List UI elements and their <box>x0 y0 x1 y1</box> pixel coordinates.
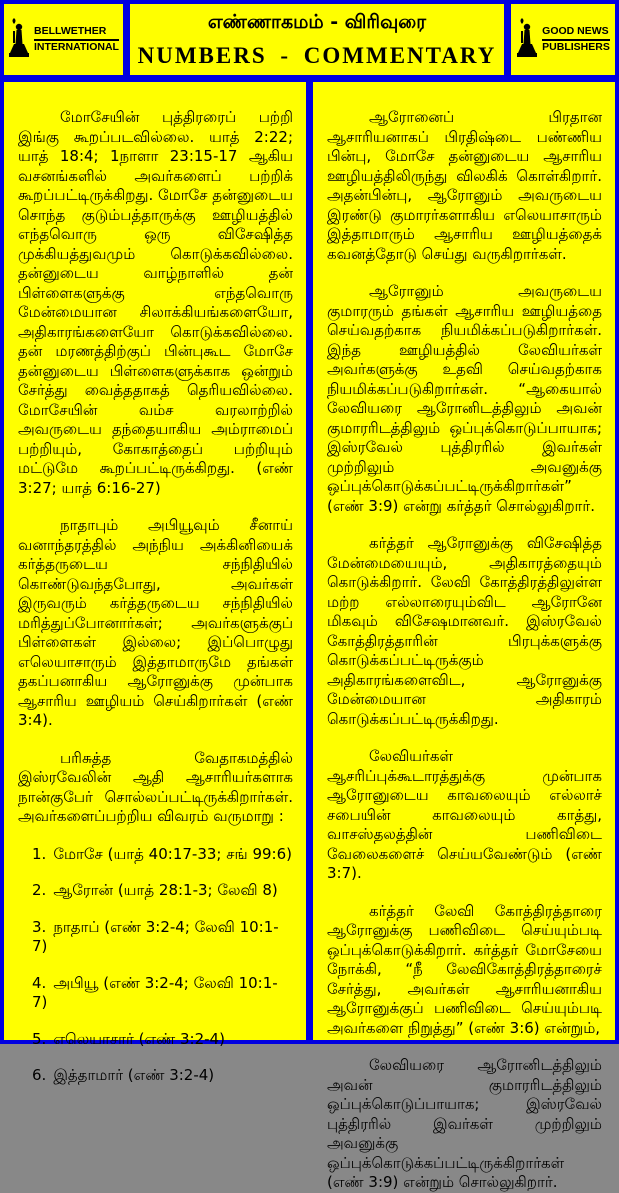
good-news-logo-text <box>542 26 610 53</box>
paragraph: ஆரோனும் அவருடைய குமாரரும் தங்கள் ஆசாரிய ஊழியத்தை செய்வதற்காக நியமிக்கப்படுகிறார்கள். இந்த ஊழியத்தில் லேவியர்கள் அவர்களுக்கு உதவி செய்வதற்காக நியமிக்கப்படுகிறார்கள். “ஆகையால் லேவியரை ஆரோனிடத்திலும் அவன் குமாரரிடத்திலும் ஒப்புக்கொடுப்பாயாக; இஸ்ரவேல் புத்திரரில் இவர்கள் முற்றிலும் அவனுக்கு ஒப்புக்கொடுக்கப்பட்டிருக்கிறார்கள்” (எண் 3:9) என்று கர்த்தர் சொல்லுகிறார். <box>327 282 602 515</box>
page-title-english: NUMBERS - COMMENTARY <box>137 42 497 68</box>
good-news-publishers-logo <box>511 4 615 75</box>
bellwether-figure-icon <box>8 18 30 62</box>
paragraph: லேவியர்கள் ஆசரிப்புக்கூடாரத்துக்கு முன்பாக ஆரோனுடைய காவலையும் எல்லாச் சபையின் காவலையும் காத்து, வாசஸ்தலத்தின் பணிவிடை வேலைகளைச் செய்யவேண்டும் (எண் 3:7). <box>327 747 602 882</box>
list-item <box>32 918 293 957</box>
paragraph: மோசேயின் புத்திரரைப் பற்றி இங்கு கூறப்படவில்லை. யாத் 2:22; யாத் 18:4; 1நாளா 23:15-17 ஆகிய வசனங்களில் அவர்களைப் பற்றிக் கூறப்பட்டிருக்கிறது. மோசே தன்னுடைய சொந்த குடும்பத்தாருக்கு ஊழியத்தில் எந்தவொரு ஒரு விசேஷித்த முக்கியத்துவமும் கொடுக்கவில்லை. தன்னுடைய வாழ்நாளில் தன் பிள்ளைகளுக்கு எந்தவொரு மேன்மையான சிலாக்கியங்களையோ, அதிகாரங்களையோ கொடுக்கவில்லை. தன் மரணத்திற்குப் பின்புகூட மோசே தன்னுடைய பிள்ளைகளுக்காக ஒன்றும் சேர்த்து வைத்ததாகத் தெரியவில்லை. மோசேயின் வம்ச வரலாற்றில் அவருடைய தந்தையாகிய அம்ராமைப் பற்றியும், கோகாத்தைப் பற்றியும் மட்டுமே கூறப்பட்டிருக்கிறது. (எண் 3:27; யாத் 6:16-27) <box>18 108 293 497</box>
list-item-number: 3. <box>32 917 47 936</box>
title-box <box>130 4 504 75</box>
list-item-text: அபியூ (எண் 3:2-4; லேவி 10:1-7) <box>32 973 278 1011</box>
bellwether-logo <box>4 4 123 75</box>
list-item-number: 6. <box>32 1066 47 1084</box>
priests-list <box>32 845 293 1086</box>
good-news-logo-line1: GOOD NEWS <box>542 26 610 41</box>
list-item-text: ஆரோன் (யாத் 28:1-3; லேவி 8) <box>53 881 278 899</box>
list-item-number: 2. <box>32 881 47 899</box>
list-item-number: 5. <box>32 1029 47 1048</box>
list-item-text: இத்தாமார் (எண் 3:2-4) <box>53 1066 215 1084</box>
bellwether-logo-text <box>34 26 119 53</box>
paragraph: நாதாபும் அபியூவும் சீனாய் வனாந்தரத்தில் அந்நிய அக்கினியைக் கர்த்தருடைய சந்நிதியில் கொண்டுவந்தபோது, அவர்கள் இருவரும் கர்த்தருடைய சந்நிதியில் மரித்துப்போனார்கள்; அவர்களுக்குப் பிள்ளைகள் இல்லை; இப்பொழுது எலெயாசாரும் இத்தாமாருமே தங்கள் தகப்பனாகிய ஆரோனுக்கு முன்பாக ஆசாரிய ஊழியம் செய்கிறார்கள் (எண் 3:4). <box>18 516 293 729</box>
list-item-text: எலெயாசார் (எண் 3:2-4) <box>53 1029 225 1048</box>
list-item-text: நாதாப் (எண் 3:2-4; லேவி 10:1-7) <box>32 917 279 955</box>
list-item <box>32 1066 293 1086</box>
good-news-figure-icon <box>516 18 538 62</box>
paragraph: லேவியரை ஆரோனிடத்திலும் அவன் குமாரரிடத்திலும் ஒப்புக்கொடுப்பாயாக; இஸ்ரவேல் புத்திரரில் இவர்கள் முற்றிலும் அவனுக்கு ஒப்புக்கொடுக்கப்பட்டிருக்கிறார்கள் (எண் 3:9) என்றும் சொல்லுகிறார். <box>327 1056 602 1191</box>
list-item <box>32 974 293 1013</box>
paragraph: ஆரோனைப் பிரதான ஆசாரியனாகப் பிரதிஷ்டை பண்ணிய பின்பு, மோசே தன்னுடைய ஆசாரிய ஊழியத்திலிருந்து விலகிக் கொள்கிறார். அதன்பின்பு, ஆரோனும் அவருடைய இரண்டு குமாரர்களாகிய எலெயாசாரும் இத்தாமாரும் ஆசாரிய ஊழியத்தைக் கவனத்தோடு செய்து வருகிறார்கள். <box>327 108 602 263</box>
list-item <box>32 1030 293 1050</box>
bellwether-logo-line2: INTERNATIONAL <box>34 40 119 53</box>
commentary-body <box>4 82 615 1191</box>
list-item-text: மோசே (யாத் 40:17-33; சங் 99:6) <box>53 844 292 863</box>
paragraph: கர்த்தர் ஆரோனுக்கு விசேஷித்த மேன்மையையும், அதிகாரத்தையும் கொடுக்கிறார். லேவி கோத்திரத்திலுள்ள மற்ற எல்லாரையும்விட ஆரோனே மிகவும் விசேஷமானவர். இஸ்ரவேல் கோத்திரத்தாரின் பிரபுக்களுக்கு கொடுக்கப்பட்டிருக்கும் அதிகாரங்களைவிட, ஆரோனுக்கு மேன்மையான அதிகாரம் கொடுக்கப்பட்டிருக்கிறது. <box>327 534 602 728</box>
page-title-tamil: எண்ணாகமம் - விரிவுரை <box>207 10 427 33</box>
list-item <box>32 881 293 901</box>
paragraph: பரிசுத்த வேதாகமத்தில் இஸ்ரவேலின் ஆதி ஆசாரியர்களாக நான்குபேர் சொல்லப்பட்டிருக்கிறார்கள். அவர்களைப்பற்றிய விவரம் வருமாறு : <box>18 748 293 825</box>
list-item-number: 4. <box>32 973 47 992</box>
page-header <box>4 4 615 75</box>
list-item-number: 1. <box>32 844 47 863</box>
right-column <box>313 82 615 1191</box>
bellwether-logo-line1: BELLWETHER <box>34 26 119 41</box>
list-item <box>32 845 293 865</box>
left-column <box>4 82 306 1084</box>
good-news-logo-line2: PUBLISHERS <box>542 40 610 53</box>
paragraph: கர்த்தர் லேவி கோத்திரத்தாரை ஆரோனுக்கு பணிவிடை செய்யும்படி ஒப்புக்கொடுக்கிறார். கர்த்தர் மோசேயை நோக்கி, “நீ லேவிகோத்திரத்தாரைச் சேர்த்து, அவர்கள் ஆசாரியனாகிய ஆரோனுக்குப் பணிவிடை செய்யும்படி அவர்களை நிறுத்து” (எண் 3:6) என்றும், <box>327 901 602 1037</box>
